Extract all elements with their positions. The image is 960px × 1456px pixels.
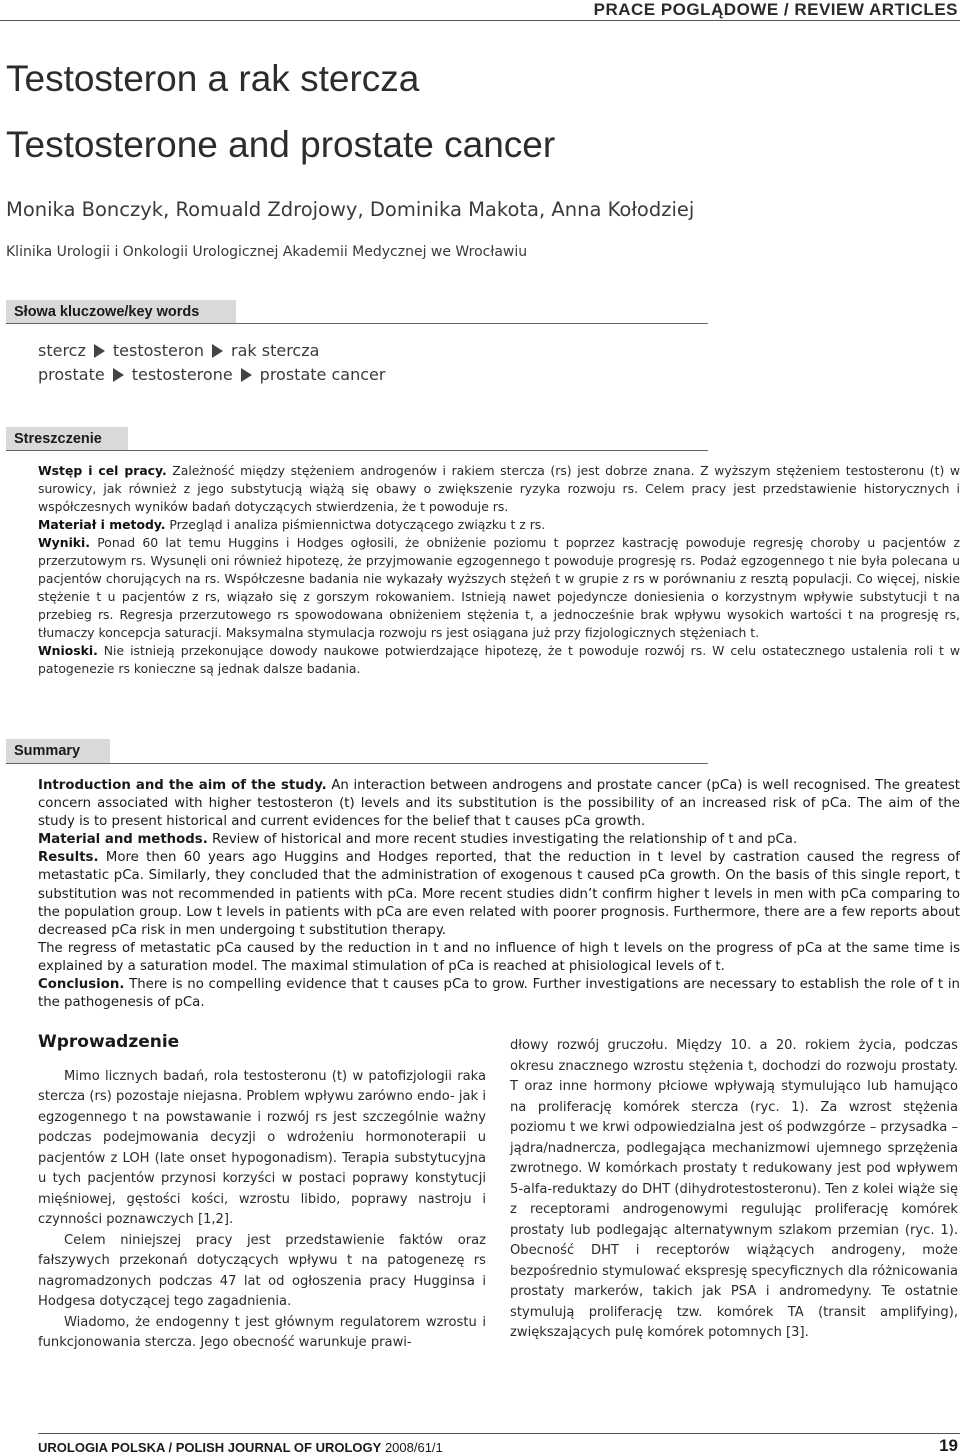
summary-intro-label: Introduction and the aim of the study. [38,778,327,793]
keyword: prostate [38,365,105,384]
keywords-english [38,365,385,384]
keywords-polish [38,341,319,360]
header-rule [0,20,960,21]
summary-results-label: Results. [38,850,99,866]
abstract-heading: Streszczenie [6,427,128,451]
keyword: testosteron [112,341,204,360]
affiliation: Klinika Urologii i Onkologii Urologicznej Akademii Medycznej we Wrocławiu [6,244,528,260]
journal-name: UROLOGIA POLSKA / POLISH JOURNAL OF UROLOGY [38,1440,382,1455]
abstract-conclusions [38,642,960,678]
journal-footer [38,1440,443,1455]
keywords-heading: Słowa kluczowe/key words [6,300,236,324]
body-paragraph: dłowy rozwój gruczołu. Między 10. a 20. rokiem życia, podczas okresu znacznego wzrostu stężenia t, dochodzi do rozwoju prostaty. T oraz inne hormony płciowe wpływają stymulująco lub hamująco na proliferację komórek stercza (ryc. 1). Za wzrost stężenia poziomu t we krwi odpowiedzialna jest oś podwzgórze – przysadka – jądra/nadnercza, podlegająca mechanizmowi ujemnego sprzężenia zwrotnego. W komórkach prostaty t redukowany jest pod wpływem 5-alfa-reduktazy do DHT (dihydrotestosteronu). Ten z kolei wiąże się z receptorami androgenowymi regulując proliferację komórek prostaty lub podlegając alternatywnym szlakom przemian (ryc. 1). Obecność DHT i receptorów wiążących androgeny, może bezpośrednio stymulować ekspresję specyficznych dla różnicowania prostaty markerów, takich jak PSA i andromedyny. Te ostatnie stymulują proliferację tzw. komórek TA (transit amplifying), zwiększających pulę komórek potomnych [3]. [510,1038,958,1340]
abstract-intro-text: Zależność między stężeniem androgenów i rakiem stercza (rs) jest dobrze znana. Z wyższym stężeniem testosteronu (t) w surowicy, jak również z jego substytucją wiążą się obawy o zwiększenie ryzyka rozwoju rs. Celem pracy jest przedstawienie historycznych i współczesnych wyników badań dotyczących stwierdzenia, że t powoduje rs. [38,463,960,514]
abstract-rule [6,450,708,451]
summary-conclusion-label: Conclusion. [38,977,125,993]
title-english: Testosterone and prostate cancer [6,124,556,165]
body-paragraph: Mimo licznych badań, rola testosteronu (t) w patofizjologii raka stercza (rs) pozostaje niejasna. Problem wpływu zarówno endo- jak i egzogennego t na powstawanie i rozwój rs jest szczególnie ważny podczas podejmowania decyzji o wdrożeniu hormonoterapii u pacjentów z LOH (late onset hypogonadism). Terapia substytucyjna u tych pacjentów przynosi korzyści w postaci poprawy konstytucji mięśniowej, gęstości kości, wzrostu libido, poprawy nastroju i czynności poznawczych [1,2]. [38,1068,486,1227]
summary-results-cont: The regress of metastatic pCa caused by the reduction in t and no influence of high t levels on the progress of pCa at the same time is explained by a saturation model. The maximal stimulation of pCa is reached at phisiological levels of t. [38,940,960,974]
body-left-column [38,1032,486,1354]
summary-heading: Summary [6,739,110,763]
summary-conclusion [38,976,960,1012]
summary-results [38,849,960,939]
body-right-column [510,1036,958,1344]
keywords-rule [6,323,708,324]
page-number: 19 [939,1436,958,1455]
abstract-intro-label: Wstęp i cel pracy. [38,463,167,478]
body-paragraph: Celem niniejszej pracy jest przedstawienie faktów oraz fałszywych przekonań dotyczących wpływu t na patogenezę rs nagromadzonych podczas 47 lat od ogłoszenia pracy Hugginsa i Hodgesa dotyczącej tego zagadnienia. [38,1232,486,1309]
abstract-conclusions-text: Nie istnieją przekonujące dowody naukowe potwierdzające hipotezę, że t powoduje rozwój rs. W celu ostatecznego ustalenia roli t w patogenezie rs konieczne są jednak dalsze badania. [38,643,960,676]
section-heading: Wprowadzenie [38,1032,180,1052]
summary-methods [38,831,960,849]
arrow-right-icon [212,344,223,358]
abstract-methods-label: Materiał i metody. [38,517,166,532]
summary-intro-text: An interaction between androgens and prostate cancer (pCa) is well recognised. The greatest concern associated with higher testosteron (t) levels and its substitution is the possibility of an increased risk of pCa. The aim of the study is to present historical and current evidences for the belief that t causes pCa growth. [38,778,960,830]
summary-results-text: More then 60 years ago Huggins and Hodges reported, that the reduction in t level by castration caused the regress of metastatic pCa. Similarly, they concluded that the administration of exogenous t caused pCa growth. On the basis of this single report, t substitution was not recommended in patients with pCa. More recent studies didn’t confirm higher t levels in men with pCa comparing to the population group. Low t levels in patients with pCa are even related with poorer prognosis. Furthermore, there are a few reports about decreased pCa risk in men undergoing t substitution therapy. [38,850,960,938]
abstract-methods-text: Przegląd i analiza piśmiennictwa dotyczącego związku t z rs. [165,517,546,532]
keyword: stercz [38,341,86,360]
abstract-conclusions-label: Wnioski. [38,643,98,658]
journal-volume: 2008/61/1 [381,1440,443,1455]
abstract-results [38,534,960,642]
keyword: rak stercza [231,341,320,360]
abstract-results-label: Wyniki. [38,535,91,550]
section-label: PRACE POGLĄDOWE / REVIEW ARTICLES [593,0,958,19]
abstract-methods [38,516,960,534]
summary-rule [6,763,708,764]
arrow-right-icon [94,344,105,358]
abstract-polish [38,462,960,678]
authors: Monika Bonczyk, Romuald Zdrojowy, Dominika Makota, Anna Kołodziej [6,198,695,221]
summary-methods-text: Review of historical and more recent studies investigating the relationship of t and pCa. [207,832,798,848]
abstract-intro [38,462,960,516]
title-polish: Testosteron a rak stercza [6,58,420,99]
arrow-right-icon [113,368,124,382]
keyword: prostate cancer [259,365,386,384]
body-paragraph: Wiadomo, że endogenny t jest głównym regulatorem wzrostu i funkcjonowania stercza. Jego obecność warunkuje prawi- [38,1314,486,1350]
summary-intro [38,777,960,831]
summary-conclusion-text: There is no compelling evidence that t causes pCa to grow. Further investigations are necessary to establish the role of t in the pathogenesis of pCa. [38,977,960,1011]
summary-methods-label: Material and methods. [38,832,208,848]
summary-english [38,777,960,1012]
abstract-results-text: Ponad 60 lat temu Huggins i Hodges ogłosili, że obniżenie poziomu t poprzez kastrację powoduje regresję choroby u pacjentów z przerzutowym rs. Wysunęli oni również hipotezę, że przyjmowanie egzogennego t powoduje progresję rs. Podaż egzogennego t nie była polecana u pacjentów chorujących na rs. Współczesne badania nie wykazały wyższych stężeń t w grupie z rs w porównaniu z resztą populacji. Co więcej, niskie stężenie t u pacjentów z rs, wiązało się z gorszym rokowaniem. Istnieją nawet pojedyncze doniesienia o korzystnym wpływie substytucji t na przebieg rs. Regresja przerzutowego rs spowodowana obniżeniem stężenia t, a jednocześnie brak wpływu wysokich wartości t na progresję rs, tłumaczy koncepcja saturacji. Maksymalna stymulacja rozwoju rs jest osiągana już przy fizjologicznych stężeniach t. [38,535,960,640]
footer-rule [38,1433,960,1434]
keyword: testosterone [131,365,233,384]
arrow-right-icon [241,368,252,382]
